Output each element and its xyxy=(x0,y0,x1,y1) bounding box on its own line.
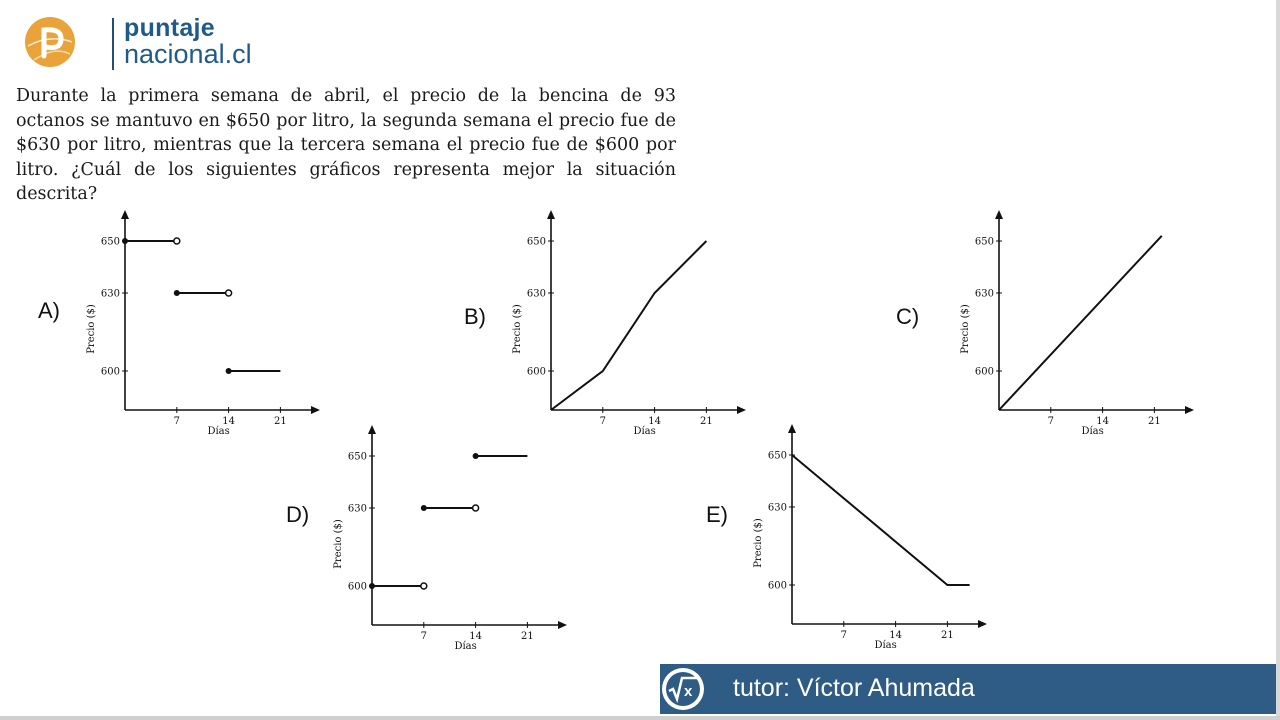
x-tick-label: 7 xyxy=(173,416,180,427)
puntaje-logo-icon xyxy=(24,16,76,68)
x-tick-label: 7 xyxy=(840,630,847,641)
y-tick-label: 650 xyxy=(767,450,787,462)
logo-divider xyxy=(112,18,114,70)
x-tick-label: 7 xyxy=(420,631,427,642)
x-tick-label: 7 xyxy=(599,416,606,427)
svg-text:x: x xyxy=(684,683,693,700)
y-tick-label: 600 xyxy=(100,366,120,378)
x-axis-arrow-c xyxy=(1185,406,1194,414)
y-tick-label: 650 xyxy=(974,236,994,248)
x-axis-label: Días xyxy=(207,426,230,437)
open-point xyxy=(226,290,232,296)
x-tick-label: 14 xyxy=(222,416,235,427)
x-tick-label: 14 xyxy=(889,630,902,641)
y-tick-label: 650 xyxy=(100,236,120,248)
y-tick-label: 630 xyxy=(100,288,120,300)
y-axis-arrow-a xyxy=(121,210,129,219)
closed-point xyxy=(421,505,427,511)
x-tick-label: 21 xyxy=(1148,416,1161,427)
y-tick-label: 600 xyxy=(347,581,367,593)
closed-point xyxy=(473,453,479,459)
x-axis-arrow-d xyxy=(558,621,567,629)
x-axis-arrow-b xyxy=(737,406,746,414)
x-tick-label: 14 xyxy=(469,631,482,642)
x-tick-label: 14 xyxy=(648,416,661,427)
y-axis-arrow-b xyxy=(547,210,555,219)
question-text: Durante la primera semana de abril, el precio de la bencina de 93 octanos se mantuvo en $650 por litro, la segunda semana el precio fue de $630 por litro, mientras que la tercera semana el precio fue de $600 por litro. ¿Cuál de los siguientes gráficos representa mejor la situación descrita? xyxy=(16,86,676,204)
x-tick-label: 21 xyxy=(700,416,713,427)
x-axis-arrow-a xyxy=(311,406,320,414)
series-line-c-1 xyxy=(999,236,1162,410)
y-tick-label: 600 xyxy=(974,366,994,378)
brand-name-line1: puntaje xyxy=(124,14,215,42)
y-axis-label: Precio ($) xyxy=(960,304,971,354)
tutor-name: tutor: Víctor Ahumada xyxy=(733,674,975,702)
option-b-label: B) xyxy=(464,304,486,329)
open-point xyxy=(473,505,479,511)
frame-edge-right xyxy=(1276,0,1280,720)
closed-point xyxy=(369,583,375,589)
y-axis-arrow-d xyxy=(368,425,376,434)
y-tick-label: 630 xyxy=(767,502,787,514)
y-tick-label: 630 xyxy=(347,503,367,515)
x-tick-label: 21 xyxy=(274,416,287,427)
y-tick-label: 630 xyxy=(974,288,994,300)
series-line-b-1 xyxy=(551,241,706,410)
frame-edge-bottom xyxy=(0,716,1280,720)
x-tick-label: 21 xyxy=(941,630,954,641)
brand-name-line2: nacional.cl xyxy=(124,39,252,69)
option-c-label: C) xyxy=(896,304,920,329)
closed-point xyxy=(122,238,128,244)
x-tick-label: 21 xyxy=(521,631,534,642)
y-axis-label: Precio ($) xyxy=(86,304,97,354)
closed-point xyxy=(174,290,180,296)
y-tick-label: 650 xyxy=(347,451,367,463)
y-tick-label: 600 xyxy=(767,580,787,592)
x-tick-label: 7 xyxy=(1047,416,1054,427)
x-tick-label: 14 xyxy=(1096,416,1109,427)
x-axis-arrow-e xyxy=(978,620,987,628)
option-d-label: D) xyxy=(286,502,310,527)
y-axis-arrow-c xyxy=(995,210,1003,219)
closed-point xyxy=(226,368,232,374)
x-axis-label: Días xyxy=(454,641,477,652)
y-axis-label: Precio ($) xyxy=(753,518,764,568)
x-axis-label: Días xyxy=(874,640,897,651)
x-axis-label: Días xyxy=(1081,426,1104,437)
x-axis-label: Días xyxy=(633,426,656,437)
y-axis-label: Precio ($) xyxy=(333,519,344,569)
sqrt-x-icon xyxy=(660,666,706,712)
open-point xyxy=(174,238,180,244)
y-tick-label: 650 xyxy=(526,236,546,248)
y-tick-label: 630 xyxy=(526,288,546,300)
y-axis-arrow-e xyxy=(788,424,796,433)
tutor-banner xyxy=(660,664,1280,714)
option-e-label: E) xyxy=(706,502,728,527)
open-point xyxy=(421,583,427,589)
brand-logo xyxy=(24,14,254,74)
y-axis-label: Precio ($) xyxy=(512,304,523,354)
series-line-e-1 xyxy=(792,455,970,585)
y-tick-label: 600 xyxy=(526,366,546,378)
option-a-label: A) xyxy=(38,298,60,323)
